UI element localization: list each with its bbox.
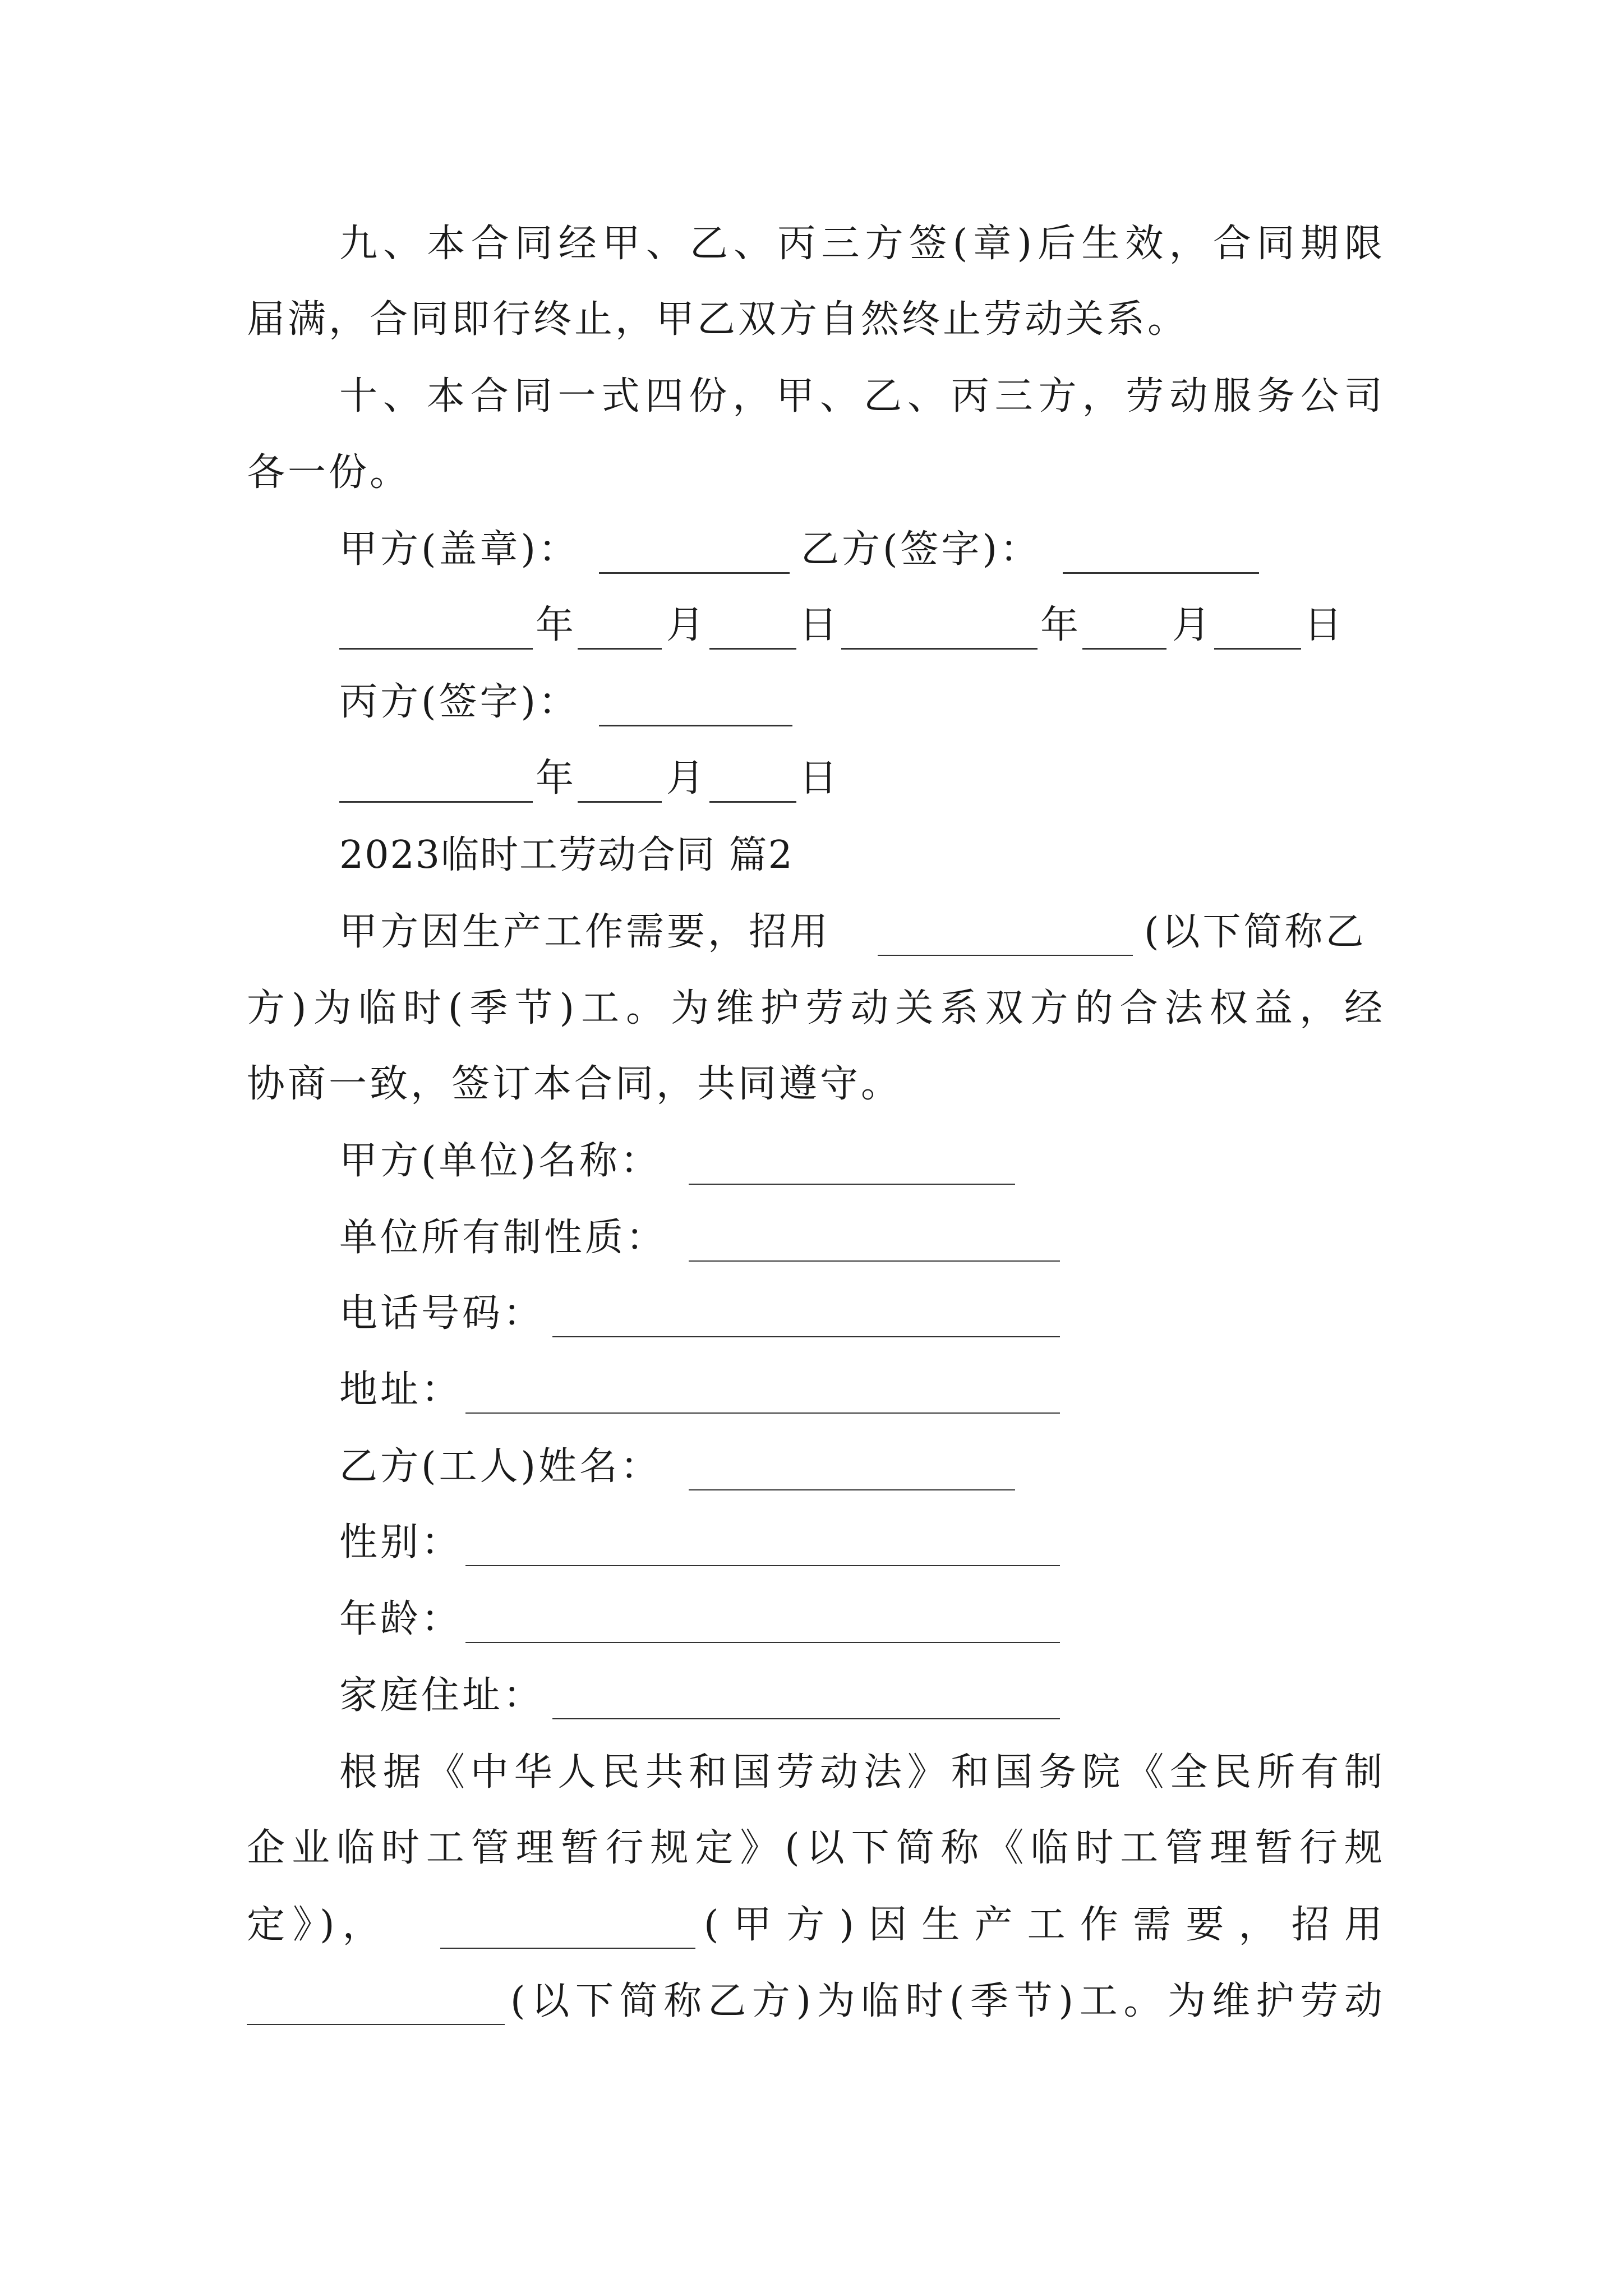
date-b-month-label: 月 bbox=[1172, 603, 1214, 647]
field-gender-label: 性别： bbox=[339, 1520, 463, 1565]
basis-line-3-end: (甲方)因生产工作需要，招用 bbox=[704, 1903, 1385, 1947]
intro-line-1-end: (以下简称乙 bbox=[1144, 910, 1367, 954]
date-c-year-label: 年 bbox=[536, 756, 577, 800]
intro-line-1-start: 甲方因生产工作需要，招用 bbox=[339, 910, 831, 954]
field-worker-name-blank bbox=[689, 1489, 1015, 1490]
party-b-signature-line bbox=[1063, 572, 1259, 574]
date-a-day-label: 日 bbox=[799, 603, 841, 647]
basis-worker-blank bbox=[247, 2024, 505, 2025]
field-home-address-label: 家庭住址： bbox=[339, 1673, 545, 1718]
field-address-blank bbox=[465, 1412, 1060, 1414]
basis-line-1: 根据《中华人民共和国劳动法》和国务院《全民所有制 bbox=[339, 1750, 1385, 1795]
date-b-month-blank bbox=[1082, 648, 1166, 650]
field-age-blank bbox=[465, 1642, 1060, 1643]
date-b-year-label: 年 bbox=[1040, 603, 1082, 647]
date-c-year-blank bbox=[339, 801, 533, 803]
date-a-year-blank bbox=[339, 648, 533, 650]
date-a-month-label: 月 bbox=[666, 603, 708, 647]
intro-line-3: 协商一致，签订本合同，共同遵守。 bbox=[247, 1062, 902, 1106]
party-b-label: 乙方(签字)： bbox=[801, 527, 1041, 572]
intro-line-2: 方)为临时(季节)工。为维护劳动关系双方的合法权益，经 bbox=[247, 986, 1385, 1030]
basis-employer-blank bbox=[440, 1948, 695, 1949]
clause-9-line-1: 九、本合同经甲、乙、丙三方签(章)后生效，合同期限 bbox=[339, 222, 1385, 266]
intro-hire-blank bbox=[878, 955, 1133, 956]
field-home-address-blank bbox=[552, 1718, 1060, 1719]
section-heading: 2023临时工劳动合同 篇2 bbox=[339, 833, 794, 877]
field-ownership-blank bbox=[689, 1260, 1060, 1262]
party-c-signature-line bbox=[599, 725, 792, 726]
date-a-year-label: 年 bbox=[536, 603, 577, 647]
date-a-month-blank bbox=[578, 648, 662, 650]
field-ownership-label: 单位所有制性质： bbox=[339, 1216, 667, 1260]
date-c-day-label: 日 bbox=[799, 756, 841, 800]
date-b-year-blank bbox=[841, 648, 1038, 650]
field-employer-name-label: 甲方(单位)名称： bbox=[339, 1139, 662, 1183]
basis-line-4-end: (以下简称乙方)为临时(季节)工。为维护劳动 bbox=[510, 1979, 1385, 2023]
basis-line-2: 企业临时工管理暂行规定》(以下简称《临时工管理暂行规 bbox=[247, 1826, 1385, 1870]
field-employer-name-blank bbox=[689, 1184, 1015, 1185]
field-worker-name-label: 乙方(工人)姓名： bbox=[339, 1444, 662, 1489]
date-c-day-blank bbox=[709, 801, 796, 803]
clause-9-line-2: 届满，合同即行终止，甲乙双方自然终止劳动关系。 bbox=[247, 297, 1189, 342]
field-phone-blank bbox=[552, 1336, 1060, 1337]
date-a-day-blank bbox=[709, 648, 796, 650]
date-b-day-blank bbox=[1214, 648, 1301, 650]
party-c-label: 丙方(签字)： bbox=[339, 680, 580, 724]
party-a-label: 甲方(盖章)： bbox=[339, 527, 580, 572]
field-age-label: 年龄： bbox=[339, 1597, 463, 1641]
field-phone-label: 电话号码： bbox=[339, 1291, 545, 1336]
date-b-day-label: 日 bbox=[1304, 603, 1345, 647]
basis-line-3-start: 定》)， bbox=[247, 1903, 389, 1947]
date-c-month-label: 月 bbox=[666, 756, 708, 800]
clause-10-line-2: 各一份。 bbox=[247, 450, 411, 495]
field-address-label: 地址： bbox=[339, 1368, 463, 1412]
field-gender-blank bbox=[465, 1565, 1060, 1566]
party-a-signature-line bbox=[599, 572, 790, 574]
date-c-month-blank bbox=[578, 801, 662, 803]
clause-10-line-1: 十、本合同一式四份，甲、乙、丙三方，劳动服务公司 bbox=[339, 374, 1385, 418]
